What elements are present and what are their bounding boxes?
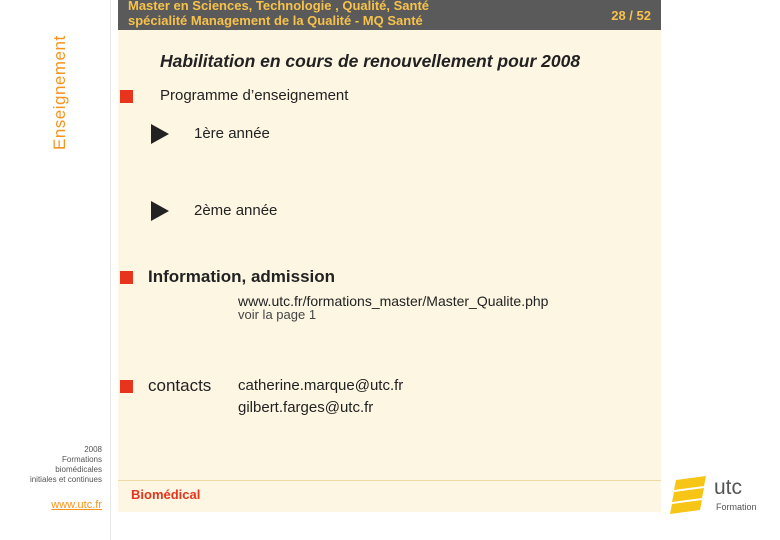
sidebar-info-line: 2008: [84, 445, 102, 454]
year-2-label: 2ème année: [194, 202, 278, 219]
utc-website-link[interactable]: www.utc.fr: [51, 499, 102, 511]
sidebar-divider: [110, 0, 111, 540]
header-title: [128, 0, 528, 28]
sidebar-info-line: initiales et continues: [29, 475, 102, 484]
footer-bar: [118, 480, 661, 512]
bullet-square-icon: [120, 271, 133, 284]
bullet-square-icon: [120, 380, 133, 393]
sidebar-info-line: Formations: [61, 455, 102, 464]
section-title: Enseignement: [50, 35, 69, 150]
footer-label: Biomédical: [131, 487, 201, 502]
utc-logo: [670, 474, 770, 514]
bullet-square-icon: [120, 90, 133, 103]
contact-email-1[interactable]: catherine.marque@utc.fr: [238, 377, 404, 394]
sidebar-info-line: biomédicales: [55, 465, 102, 474]
habilitation-notice: Habilitation en cours de renouvellement pour 2008: [160, 51, 581, 71]
logo-text-sub: Formation: [716, 502, 757, 512]
play-arrow-icon: [151, 124, 169, 144]
logo-text-main: utc: [714, 476, 743, 499]
information-heading: Information, admission: [148, 267, 336, 286]
contacts-heading: contacts: [148, 376, 212, 395]
information-url[interactable]: www.utc.fr/formations_master/Master_Qualite.php: [238, 293, 549, 309]
programme-heading: Programme d’enseignement: [160, 87, 349, 104]
sidebar-info: [10, 445, 102, 485]
slide-header: [118, 0, 661, 30]
header-title-line2: spécialité Management de la Qualité - MQ Santé: [128, 13, 423, 28]
information-note: voir la page 1: [238, 307, 317, 322]
header-title-line1: Master en Sciences, Technologie , Qualité, Santé: [128, 0, 430, 13]
play-arrow-icon: [151, 201, 169, 221]
year-1-label: 1ère année: [194, 125, 270, 142]
page-number: 28 / 52: [611, 8, 651, 23]
contact-email-2[interactable]: gilbert.farges@utc.fr: [238, 399, 374, 416]
